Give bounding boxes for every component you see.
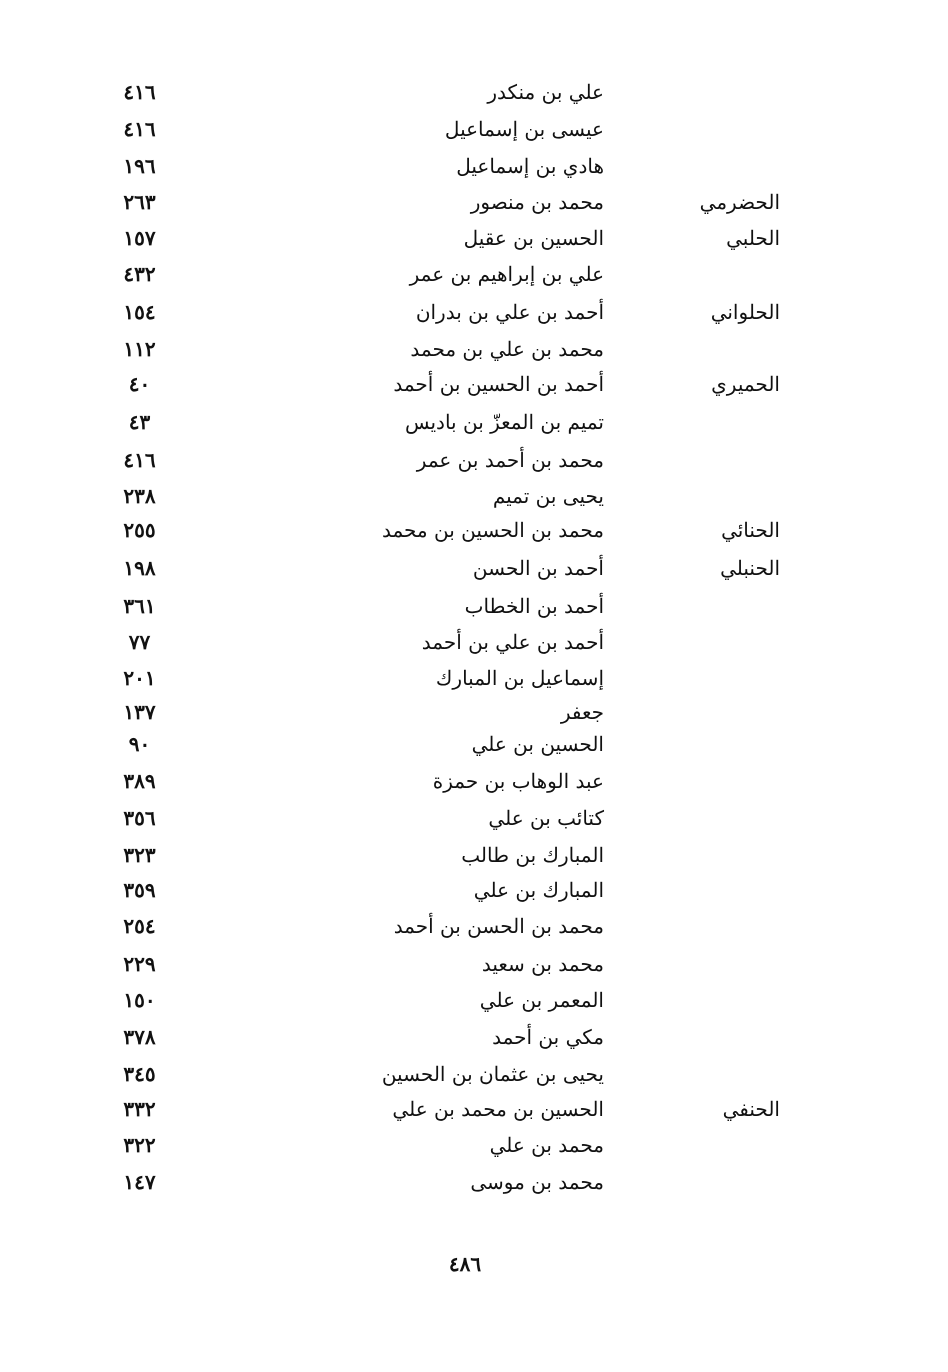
entry-name: محمد بن علي بن محمد [410, 337, 604, 361]
entry-name: أحمد بن الحسين بن أحمد [393, 372, 604, 396]
index-entry [100, 594, 790, 628]
entry-page-number: ١٣٧ [123, 700, 156, 724]
entry-name: مكي بن أحمد [492, 1025, 604, 1049]
index-entry [100, 410, 790, 444]
index-entry [100, 952, 790, 986]
entry-name: هادي بن إسماعيل [456, 154, 604, 178]
index-entry [100, 448, 790, 482]
entry-nisba: الحلبي [726, 226, 780, 250]
entry-page-number: ١٤٧ [123, 1170, 156, 1194]
entry-nisba: الحلواني [710, 300, 780, 324]
entry-name: الحسين بن محمد بن علي [392, 1097, 604, 1121]
entry-page-number: ٢٥٤ [123, 914, 156, 938]
page-number: ٤٨٦ [448, 1252, 482, 1276]
entry-name: علي بن إبراهيم بن عمر [409, 262, 604, 286]
entry-page-number: ٤٠ [128, 372, 151, 396]
entry-name: علي بن منكدر [487, 80, 604, 104]
entry-page-number: ١٩٦ [123, 154, 156, 178]
index-entry [100, 988, 790, 1022]
entry-name: تميم بن المعزّ بن باديس [404, 410, 604, 434]
index-entry [100, 190, 790, 224]
entry-name: المبارك بن طالب [461, 843, 604, 867]
index-entry [100, 117, 790, 151]
entry-name: المعمر بن علي [479, 988, 604, 1012]
entry-name: المبارك بن علي [473, 878, 604, 902]
index-entry [100, 1170, 790, 1204]
entry-page-number: ٢٣٨ [123, 484, 156, 508]
index-entry [100, 337, 790, 371]
entry-name: كتائب بن علي [488, 806, 604, 830]
entry-page-number: ٢٦٣ [123, 190, 156, 214]
entry-name: الحسين بن عقيل [463, 226, 604, 250]
entry-name: إسماعيل بن المبارك [435, 666, 604, 690]
index-entry [100, 1097, 790, 1131]
entry-name: عيسى بن إسماعيل [444, 117, 604, 141]
entry-name: أحمد بن الخطاب [464, 594, 604, 618]
entry-name: محمد بن الحسين بن محمد [381, 518, 604, 542]
index-entry [100, 226, 790, 260]
entry-page-number: ٣٢٣ [123, 843, 156, 867]
entry-page-number: ١٥٧ [123, 226, 156, 250]
entry-name: أحمد بن الحسن [472, 556, 604, 580]
entry-name: أحمد بن علي بن بدران [415, 300, 604, 324]
entry-nisba: الحنائي [721, 518, 780, 542]
index-entry [100, 1062, 790, 1096]
index-entry [100, 630, 790, 664]
index-entry [100, 1025, 790, 1059]
entry-name: يحيى بن عثمان بن الحسين [381, 1062, 604, 1086]
entry-name: جعفر [560, 700, 604, 724]
index-entry [100, 1133, 790, 1167]
entry-page-number: ٢٥٥ [123, 518, 156, 542]
entry-nisba: الحنبلي [720, 556, 780, 580]
entry-nisba: الحضرمي [699, 190, 780, 214]
entry-page-number: ٣٧٨ [123, 1025, 156, 1049]
entry-page-number: ٣٢٢ [123, 1133, 156, 1157]
index-entry [100, 484, 790, 518]
entry-page-number: ٣٤٥ [123, 1062, 156, 1086]
entry-page-number: ٤٣ [128, 410, 151, 434]
index-entry [100, 518, 790, 552]
index-entry [100, 666, 790, 700]
index-entry [100, 372, 790, 406]
index-entry [100, 262, 790, 296]
index-entry [100, 914, 790, 948]
index-entry [100, 80, 790, 114]
entry-nisba: الحميري [711, 372, 780, 396]
entry-page-number: ١٥٠ [123, 988, 156, 1012]
entry-page-number: ١٥٤ [123, 300, 156, 324]
index-entry [100, 843, 790, 877]
index-entry [100, 154, 790, 188]
entry-name: محمد بن أحمد بن عمر [416, 448, 604, 472]
entry-page-number: ٣٥٩ [123, 878, 156, 902]
entry-page-number: ٢٠١ [123, 666, 156, 690]
entry-page-number: ٤٣٢ [123, 262, 156, 286]
entry-page-number: ٣٣٢ [123, 1097, 156, 1121]
index-entry [100, 300, 790, 334]
index-entry [100, 556, 790, 590]
index-entry [100, 732, 790, 766]
entry-page-number: ٣٦١ [123, 594, 156, 618]
index-entry [100, 878, 790, 912]
entry-page-number: ٧٧ [128, 630, 151, 654]
index-entry [100, 769, 790, 803]
entry-name: محمد بن منصور [470, 190, 604, 214]
entry-page-number: ٩٠ [128, 732, 151, 756]
entry-name: أحمد بن علي بن أحمد [421, 630, 604, 654]
entry-name: محمد بن الحسن بن أحمد [393, 914, 604, 938]
entry-page-number: ٤١٦ [123, 80, 156, 104]
entry-page-number: ١١٢ [123, 337, 156, 361]
entry-name: محمد بن سعيد [481, 952, 604, 976]
entry-name: محمد بن موسى [470, 1170, 604, 1194]
entry-page-number: ١٩٨ [123, 556, 156, 580]
entry-page-number: ٤١٦ [123, 448, 156, 472]
entry-page-number: ٢٢٩ [123, 952, 156, 976]
entry-page-number: ٤١٦ [123, 117, 156, 141]
entry-nisba: الحنفي [722, 1097, 780, 1121]
entry-name: يحيى بن تميم [492, 484, 604, 508]
entry-page-number: ٣٨٩ [123, 769, 156, 793]
entry-page-number: ٣٥٦ [123, 806, 156, 830]
entry-name: عبد الوهاب بن حمزة [432, 769, 604, 793]
entry-name: محمد بن علي [489, 1133, 604, 1157]
entry-name: الحسين بن علي [471, 732, 604, 756]
index-entry [100, 806, 790, 840]
index-entry [100, 700, 790, 734]
